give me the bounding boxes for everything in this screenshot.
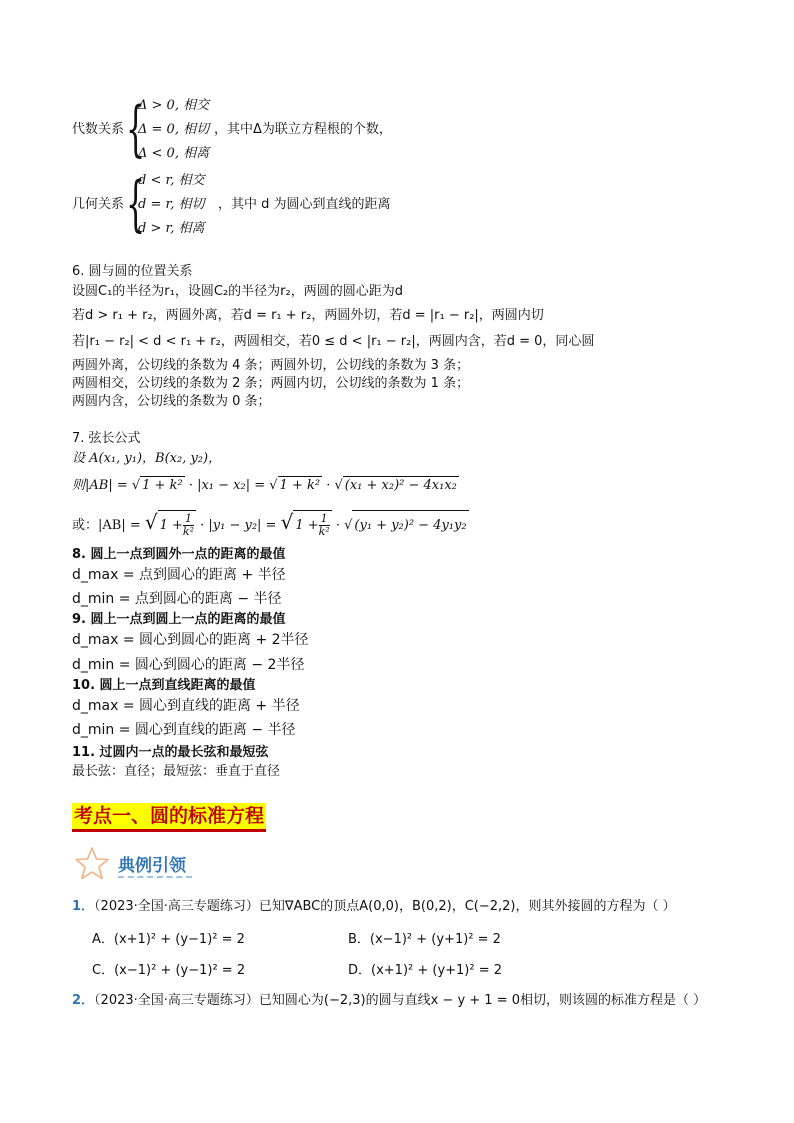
section-10-min: d_min = 圆心到直线的距离 − 半径 (72, 722, 296, 738)
brace-icon: { (126, 94, 146, 164)
question-2 (72, 989, 706, 1008)
section-7-line-1: 设 A(x₁, y₁)，B(x₂, y₂)， (72, 451, 222, 466)
section-10-max: d_max = 圆心到直线的距离 + 半径 (72, 698, 300, 714)
question-number: 1． (72, 899, 95, 914)
option-c[interactable]: C．(x−1)² + (y−1)² = 2 (92, 963, 246, 978)
section-11-line-1: 最长弦：直径；最短弦：垂直于直径 (72, 764, 281, 779)
formula-prefix: 或：|AB| = (72, 518, 145, 533)
section-7-formula-2: 或：|AB| = √ 1 + $\frac{1}{\text{k²}}$ · |y₁ − y₂| = √ 1 + $\frac{1}{\text{k²}}$ · √ (y₁ + y₂)² − 4y₁y₂ (72, 507, 469, 541)
section-9-min: d_min = 圆心到圆心的距离 − 2半径 (72, 657, 305, 673)
option-d[interactable]: D．(x+1)² + (y+1)² = 2 (348, 963, 503, 978)
geometric-case-2: d = r, 相切 (138, 197, 205, 212)
sqrt-term: (y₁ + y₂)² − 4y₁y₂ (352, 510, 468, 541)
sqrt-term: 1 + (295, 518, 319, 533)
section-6-line-5: 两圆相交，公切线的条数为 2 条；两圆内切，公切线的条数为 1 条； (72, 376, 470, 391)
algebraic-case-1: Δ > 0, 相交 (138, 98, 210, 113)
algebraic-case-3: Δ < 0, 相离 (138, 146, 210, 161)
algebraic-note: ，其中Δ为联立方程根的个数， (214, 122, 392, 137)
formula-dot: · (331, 518, 345, 533)
geometric-case-3: d > r, 相离 (138, 221, 205, 236)
geometric-case-1: d < r, 相交 (138, 173, 205, 188)
section-7-title: 7. 弦长公式 (72, 431, 141, 446)
section-6-line-6: 两圆内含，公切线的条数为 0 条； (72, 394, 271, 409)
option-a[interactable]: A．(x+1)² + (y−1)² = 2 (92, 932, 245, 947)
sqrt-term: 1 + (159, 518, 183, 533)
fraction-denominator: k² (182, 525, 194, 538)
section-6-line-2: 若d > r₁ + r₂，两圆外离，若d = r₁ + r₂，两圆外切，若d = |r₁ − r₂|，两圆内切 (72, 308, 544, 323)
section-6-line-1: 设圆C₁的半径为r₁，设圆C₂的半径为r₂，两圆的圆心距为d (72, 284, 403, 299)
formula-dot: · (322, 478, 335, 493)
section-6-line-4: 两圆外离，公切线的条数为 4 条；两圆外切，公切线的条数为 3 条； (72, 358, 470, 373)
section-11-title: 11. 过圆内一点的最长弦和最短弦 (72, 745, 269, 760)
example-header (74, 846, 214, 880)
example-label: 典例引领 (118, 856, 186, 876)
star-icon (74, 846, 110, 880)
section-10-title: 10. 圆上一点到直线距离的最值 (72, 678, 256, 693)
section-6-line-3: 若|r₁ − r₂| < d < r₁ + r₂，两圆相交，若0 ≤ d < |r₁ − r₂|，两圆内含，若d = 0，同心圆 (72, 334, 595, 349)
formula-prefix: 则|AB| = (72, 478, 132, 493)
section-8-title: 8. 圆上一点到圆外一点的距离的最值 (72, 547, 286, 562)
sqrt-term: 1 + k² (142, 478, 183, 493)
section-heading: 考点一、圆的标准方程 (72, 803, 266, 832)
example-underline (118, 876, 192, 878)
section-9-title: 9. 圆上一点到圆上一点的距离的最值 (72, 612, 286, 627)
question-number: 2． (72, 993, 95, 1008)
algebraic-label: 代数关系 (72, 122, 125, 137)
section-6-title: 6. 圆与圆的位置关系 (72, 264, 193, 279)
section-9-max: d_max = 圆心到圆心的距离 + 2半径 (72, 632, 309, 648)
algebraic-case-2: Δ = 0, 相切 (138, 122, 210, 137)
formula-mid: · |x₁ − x₂| = (184, 478, 270, 493)
option-b[interactable]: B．(x−1)² + (y+1)² = 2 (348, 932, 501, 947)
sqrt-term: (x₁ + x₂)² − 4x₁x₂ (344, 478, 457, 493)
geometric-label: 几何关系 (72, 197, 125, 212)
fraction-numerator: 1 (183, 513, 194, 526)
formula-mid: · |y₁ − y₂| = (195, 518, 281, 533)
brace-icon: { (126, 169, 146, 239)
fraction-denominator: k² (318, 525, 330, 538)
section-8-max: d_max = 点到圆心的距离 + 半径 (72, 567, 286, 583)
question-text: （2023·全国·高三专题练习）已知圆心为(−2,3)的圆与直线x − y + 1 = 0相切，则该圆的标准方程是（ ） (94, 993, 707, 1008)
sqrt-term: 1 + k² (279, 478, 321, 493)
section-8-min: d_min = 点到圆心的距离 − 半径 (72, 591, 282, 607)
fraction-numerator: 1 (319, 513, 330, 526)
section-7-formula-1: 则|AB| = √ 1 + k² · |x₁ − x₂| = √ 1 + k² · √ (x₁ + x₂)² − 4x₁x₂ (72, 478, 457, 493)
question-text: （2023·全国·高三专题练习）已知∇ABC的顶点A(0,0)，B(0,2)，C(−2,2)，则其外接圆的方程为（ ） (94, 899, 676, 914)
geometric-note: ，其中 d 为圆心到直线的距离 (218, 197, 391, 212)
question-1 (72, 895, 676, 914)
